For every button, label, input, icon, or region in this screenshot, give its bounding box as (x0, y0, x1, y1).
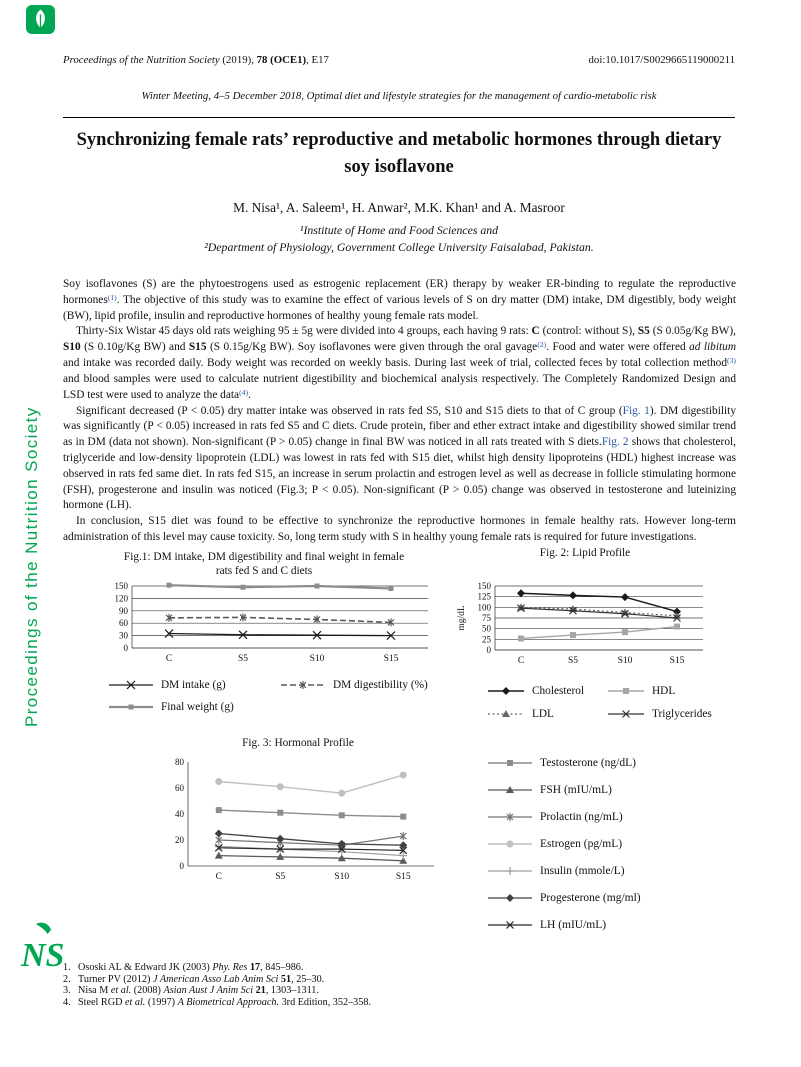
text-run: shows that cholesterol, triglyceride and low-density lipoprotein (LDL) was lowest in rats fed with S15 diet, whilst high density lipoproteins (HDL) highest increase was observed in rats fed same diet. In rats fed S15, an increase in serum prolactin and estrogen level as well as decrease in follicle stimulating hormone (FSH), progesterone and insulin was noticed (Fig.3; P < 0.05). Non-significant (P > 0.05) change was observed in testosterone and luteinizing hormone (LH). (63, 436, 736, 512)
legend-marker-icon (487, 756, 533, 770)
svg-text:0: 0 (123, 643, 128, 654)
text-run: (2019), (219, 54, 257, 66)
text-run: S15 (188, 341, 207, 354)
legend-item (487, 864, 641, 878)
legend-label: DM intake (g) (161, 679, 226, 692)
text-run: (control: without S), (539, 325, 638, 338)
legend-marker-icon (108, 700, 154, 714)
legend-marker-icon (487, 837, 533, 851)
text-run: Nisa M (78, 985, 111, 997)
abstract-paragraph (63, 404, 736, 515)
reference-list (63, 962, 723, 1008)
text-run: (S 0.10g/Kg BW) and (80, 341, 189, 354)
svg-text:S5: S5 (567, 656, 579, 667)
legend-label: Prolactin (ng/mL) (540, 811, 623, 823)
legend-label: Triglycerides (652, 708, 712, 721)
text-run: In conclusion, S15 diet was found to be effective to synchronize the reproductive hormones in female healthy rats. However long-term administration of this level may cause toxicity. So, long term study with S in healthy young female rats is required for future investigations. (63, 515, 736, 543)
svg-text:120: 120 (114, 593, 128, 604)
legend-marker-icon (487, 918, 533, 932)
svg-text:0: 0 (179, 861, 184, 872)
legend-item (487, 891, 641, 905)
text-run: Proceedings of the Nutrition Society (63, 54, 220, 66)
text-run: and blood samples were used to calculate nutrient digestibility and biochemical analysis respectively. The Completely Randomized Design and LSD test were used to analyze the data (63, 372, 736, 401)
text-run: Phy. Res (212, 962, 248, 973)
svg-text:90: 90 (119, 606, 128, 617)
fig1-legend (88, 678, 440, 714)
legend-item (487, 756, 641, 770)
text-run: 78 (OCE1) (256, 54, 307, 66)
svg-text:0: 0 (486, 645, 491, 656)
text-run: (S 0.15g/Kg BW). Soy isoflavones were given through the oral gavage (206, 341, 538, 354)
ns-monogram-icon (20, 920, 68, 978)
text-run: Turner PV (2012) (78, 973, 153, 985)
text-run: , 1303–1311. (265, 985, 319, 997)
legend-item (487, 684, 607, 698)
svg-text:S15: S15 (383, 654, 399, 665)
reference-link[interactable]: (3) (727, 356, 736, 366)
affiliation-2: ²Department of Physiology, Government College University Faisalabad, Pakistan. (204, 240, 594, 254)
reference-link[interactable]: (2) (537, 340, 547, 350)
text-run: . Food and water were offered (546, 341, 690, 354)
figure-link[interactable]: Fig. 1 (622, 404, 650, 417)
abstract-paragraph (63, 277, 736, 324)
legend-marker-icon (607, 707, 645, 721)
reference-number: 2. (63, 973, 71, 985)
fig2-chart (455, 578, 715, 670)
figure-1 (88, 550, 440, 714)
text-run: (2008) (131, 985, 164, 997)
legend-marker-icon (487, 707, 525, 721)
text-run: , 845–986. (260, 962, 304, 973)
reference-text (78, 962, 303, 974)
legend-label: LH (mIU/mL) (540, 919, 607, 931)
text-run: . (248, 388, 251, 401)
svg-text:60: 60 (119, 618, 128, 629)
legend-item (487, 810, 641, 824)
fig3-chart (148, 754, 448, 886)
legend-item (487, 707, 607, 721)
legend-label: Cholesterol (532, 685, 585, 698)
text-run: (1997) (145, 996, 178, 1008)
svg-text:C: C (517, 656, 525, 667)
reference-text (78, 974, 324, 986)
fig3-title: Fig. 3: Hormonal Profile (242, 737, 354, 749)
text-run: Ososki AL & Edward JK (2003) (78, 962, 213, 973)
text-run: Thirty-Six Wistar 45 days old rats weighing 95 ± 5g were divided into 4 groups, each having 9 rats: (76, 325, 532, 338)
svg-text:S15: S15 (395, 872, 411, 883)
abstract-paragraph (63, 324, 736, 403)
doi-text: doi:10.1017/S0029665119000211 (588, 54, 735, 66)
legend-label: Insulin (mmole/L) (540, 865, 625, 877)
text-run: A Biometrical Approach. (177, 996, 280, 1008)
legend-label: Progesterone (mg/ml) (540, 892, 641, 904)
svg-text:S5: S5 (275, 872, 286, 883)
header-divider (63, 117, 735, 118)
text-run: C (531, 325, 540, 338)
reference-item (63, 974, 723, 986)
reference-item (63, 997, 723, 1009)
fig1-chart (88, 580, 440, 668)
legend-item (607, 707, 715, 721)
svg-text:mg/dL: mg/dL (457, 605, 467, 631)
figure-3 (148, 736, 448, 886)
fig3-legend (487, 756, 641, 932)
legend-item (607, 684, 715, 698)
reference-text (78, 985, 319, 997)
abstract-paragraph (63, 514, 736, 546)
svg-text:S5: S5 (237, 654, 249, 665)
author-line: M. Nisa¹, A. Saleem¹, H. Anwar², M.K. Khan¹ and A. Masroor (233, 200, 565, 215)
legend-item (487, 918, 641, 932)
text-run: (S 0.05g/Kg BW), (649, 325, 736, 338)
vertical-journal-name: Proceedings of the Nutrition Society (22, 406, 41, 727)
text-run: 51 (280, 973, 292, 985)
legend-marker-icon (487, 810, 533, 824)
affiliation-1: ¹Institute of Home and Food Sciences and (299, 223, 499, 237)
svg-text:25: 25 (482, 634, 491, 645)
svg-text:S10: S10 (309, 654, 325, 665)
legend-marker-icon (607, 684, 645, 698)
fig2-title: Fig. 2: Lipid Profile (539, 547, 631, 559)
legend-label: LDL (532, 708, 554, 721)
legend-item (487, 783, 641, 797)
svg-text:S10: S10 (334, 872, 350, 883)
text-run: J American Asso Lab Anim Sci (153, 973, 279, 985)
legend-marker-icon (280, 678, 326, 692)
reference-number: 4. (63, 996, 71, 1008)
text-run: 3rd Edition, 352–358. (279, 996, 371, 1008)
journal-citation (63, 54, 329, 66)
svg-text:S15: S15 (669, 656, 685, 667)
legend-label: Final weight (g) (161, 701, 234, 714)
text-run: , 25–30. (291, 973, 325, 985)
article-title: Synchronizing female rats’ reproductive and metabolic hormones through dietary soy isoflavone (76, 130, 722, 177)
text-run: , E17 (306, 54, 329, 66)
legend-marker-icon (487, 864, 533, 878)
figure-link[interactable]: Fig. 2 (601, 436, 629, 449)
text-run: Steel RGD (78, 996, 125, 1008)
svg-text:150: 150 (477, 581, 491, 592)
legend-label: HDL (652, 685, 676, 698)
figure-2 (455, 546, 715, 721)
text-run: S5 (637, 325, 650, 338)
reference-text (78, 997, 371, 1009)
reference-item (63, 962, 723, 974)
svg-text:75: 75 (482, 613, 491, 624)
legend-label: FSH (mIU/mL) (540, 784, 612, 796)
meeting-line: Winter Meeting, 4–5 December 2018, Optimal diet and lifestyle strategies for the management of cardio-metabolic risk (141, 90, 657, 102)
reference-link[interactable]: (4) (239, 387, 249, 397)
legend-label: Estrogen (pg/mL) (540, 838, 623, 850)
text-run: and intake was recorded daily. Body weight was recorded on weekly basis. During last week of trial, collected feces by total collection method (63, 357, 728, 370)
legend-label: Testosterone (ng/dL) (540, 757, 636, 769)
fig1-title: Fig.1: DM intake, DM digestibility and final weight in female rats fed S and C diets (123, 551, 405, 578)
svg-text:C: C (165, 654, 173, 665)
text-run: Asian Aust J Anim Sci (163, 985, 254, 997)
text-run: et al. (110, 985, 132, 997)
text-run: ). DM digestibility was significantly (P < 0.05) increased in rats fed S5 and C diets. Crude protein, fiber and ether extract intake and digestibility showed similar trend as in DM (data not shown). Non-significant (P > 0.05) change in final BW was noticed in all rats treated with S diets. (63, 404, 737, 449)
reference-number: 1. (63, 962, 71, 973)
svg-text:40: 40 (175, 809, 184, 820)
svg-text:30: 30 (119, 630, 128, 641)
abstract-body (63, 277, 736, 546)
legend-item (280, 678, 440, 692)
reference-number: 3. (63, 985, 71, 997)
svg-text:S10: S10 (617, 656, 633, 667)
svg-text:20: 20 (175, 835, 184, 846)
legend-label: DM digestibility (%) (333, 679, 428, 692)
legend-marker-icon (487, 783, 533, 797)
text-run: et al. (124, 996, 146, 1008)
legend-marker-icon (108, 678, 154, 692)
text-run: Soy isoflavones (S) are the phytoestrogens used as estrogenic replacement (ER) therapy by weaker ER-binding to regulate the reproductive hormones (63, 278, 736, 306)
legend-item (487, 837, 641, 851)
leaf-icon (26, 5, 55, 34)
svg-text:60: 60 (175, 783, 184, 794)
page-header (63, 54, 735, 66)
text-run: 21 (255, 985, 266, 997)
publisher-leaf-logo (26, 5, 55, 34)
svg-text:150: 150 (114, 581, 128, 592)
legend-item (108, 678, 280, 692)
svg-text:NS: NS (21, 937, 65, 974)
society-ns-logo (20, 920, 68, 978)
svg-text:50: 50 (482, 623, 491, 634)
svg-text:100: 100 (477, 602, 491, 613)
svg-text:125: 125 (477, 591, 491, 602)
svg-text:80: 80 (175, 757, 184, 768)
text-run: S10 (63, 341, 81, 354)
reference-link[interactable]: (1) (107, 292, 117, 302)
reference-item (63, 985, 723, 997)
legend-item (108, 700, 280, 714)
text-run: . The objective of this study was to examine the effect of various levels of S on dry matter (DM) intake, DM digestibly, body weight (BW), lipid profile, insulin and reproductive hormones of healthy young female rats model. (63, 293, 736, 322)
text-run: 17 (249, 962, 261, 973)
legend-marker-icon (487, 684, 525, 698)
svg-text:C: C (215, 872, 222, 883)
legend-marker-icon (487, 891, 533, 905)
text-run: ad libitum (689, 341, 737, 354)
text-run: Significant decreased (P < 0.05) dry matter intake was observed in rats fed S5, S10 and S15 diets to that of C group ( (76, 404, 623, 417)
fig2-legend (455, 684, 715, 721)
